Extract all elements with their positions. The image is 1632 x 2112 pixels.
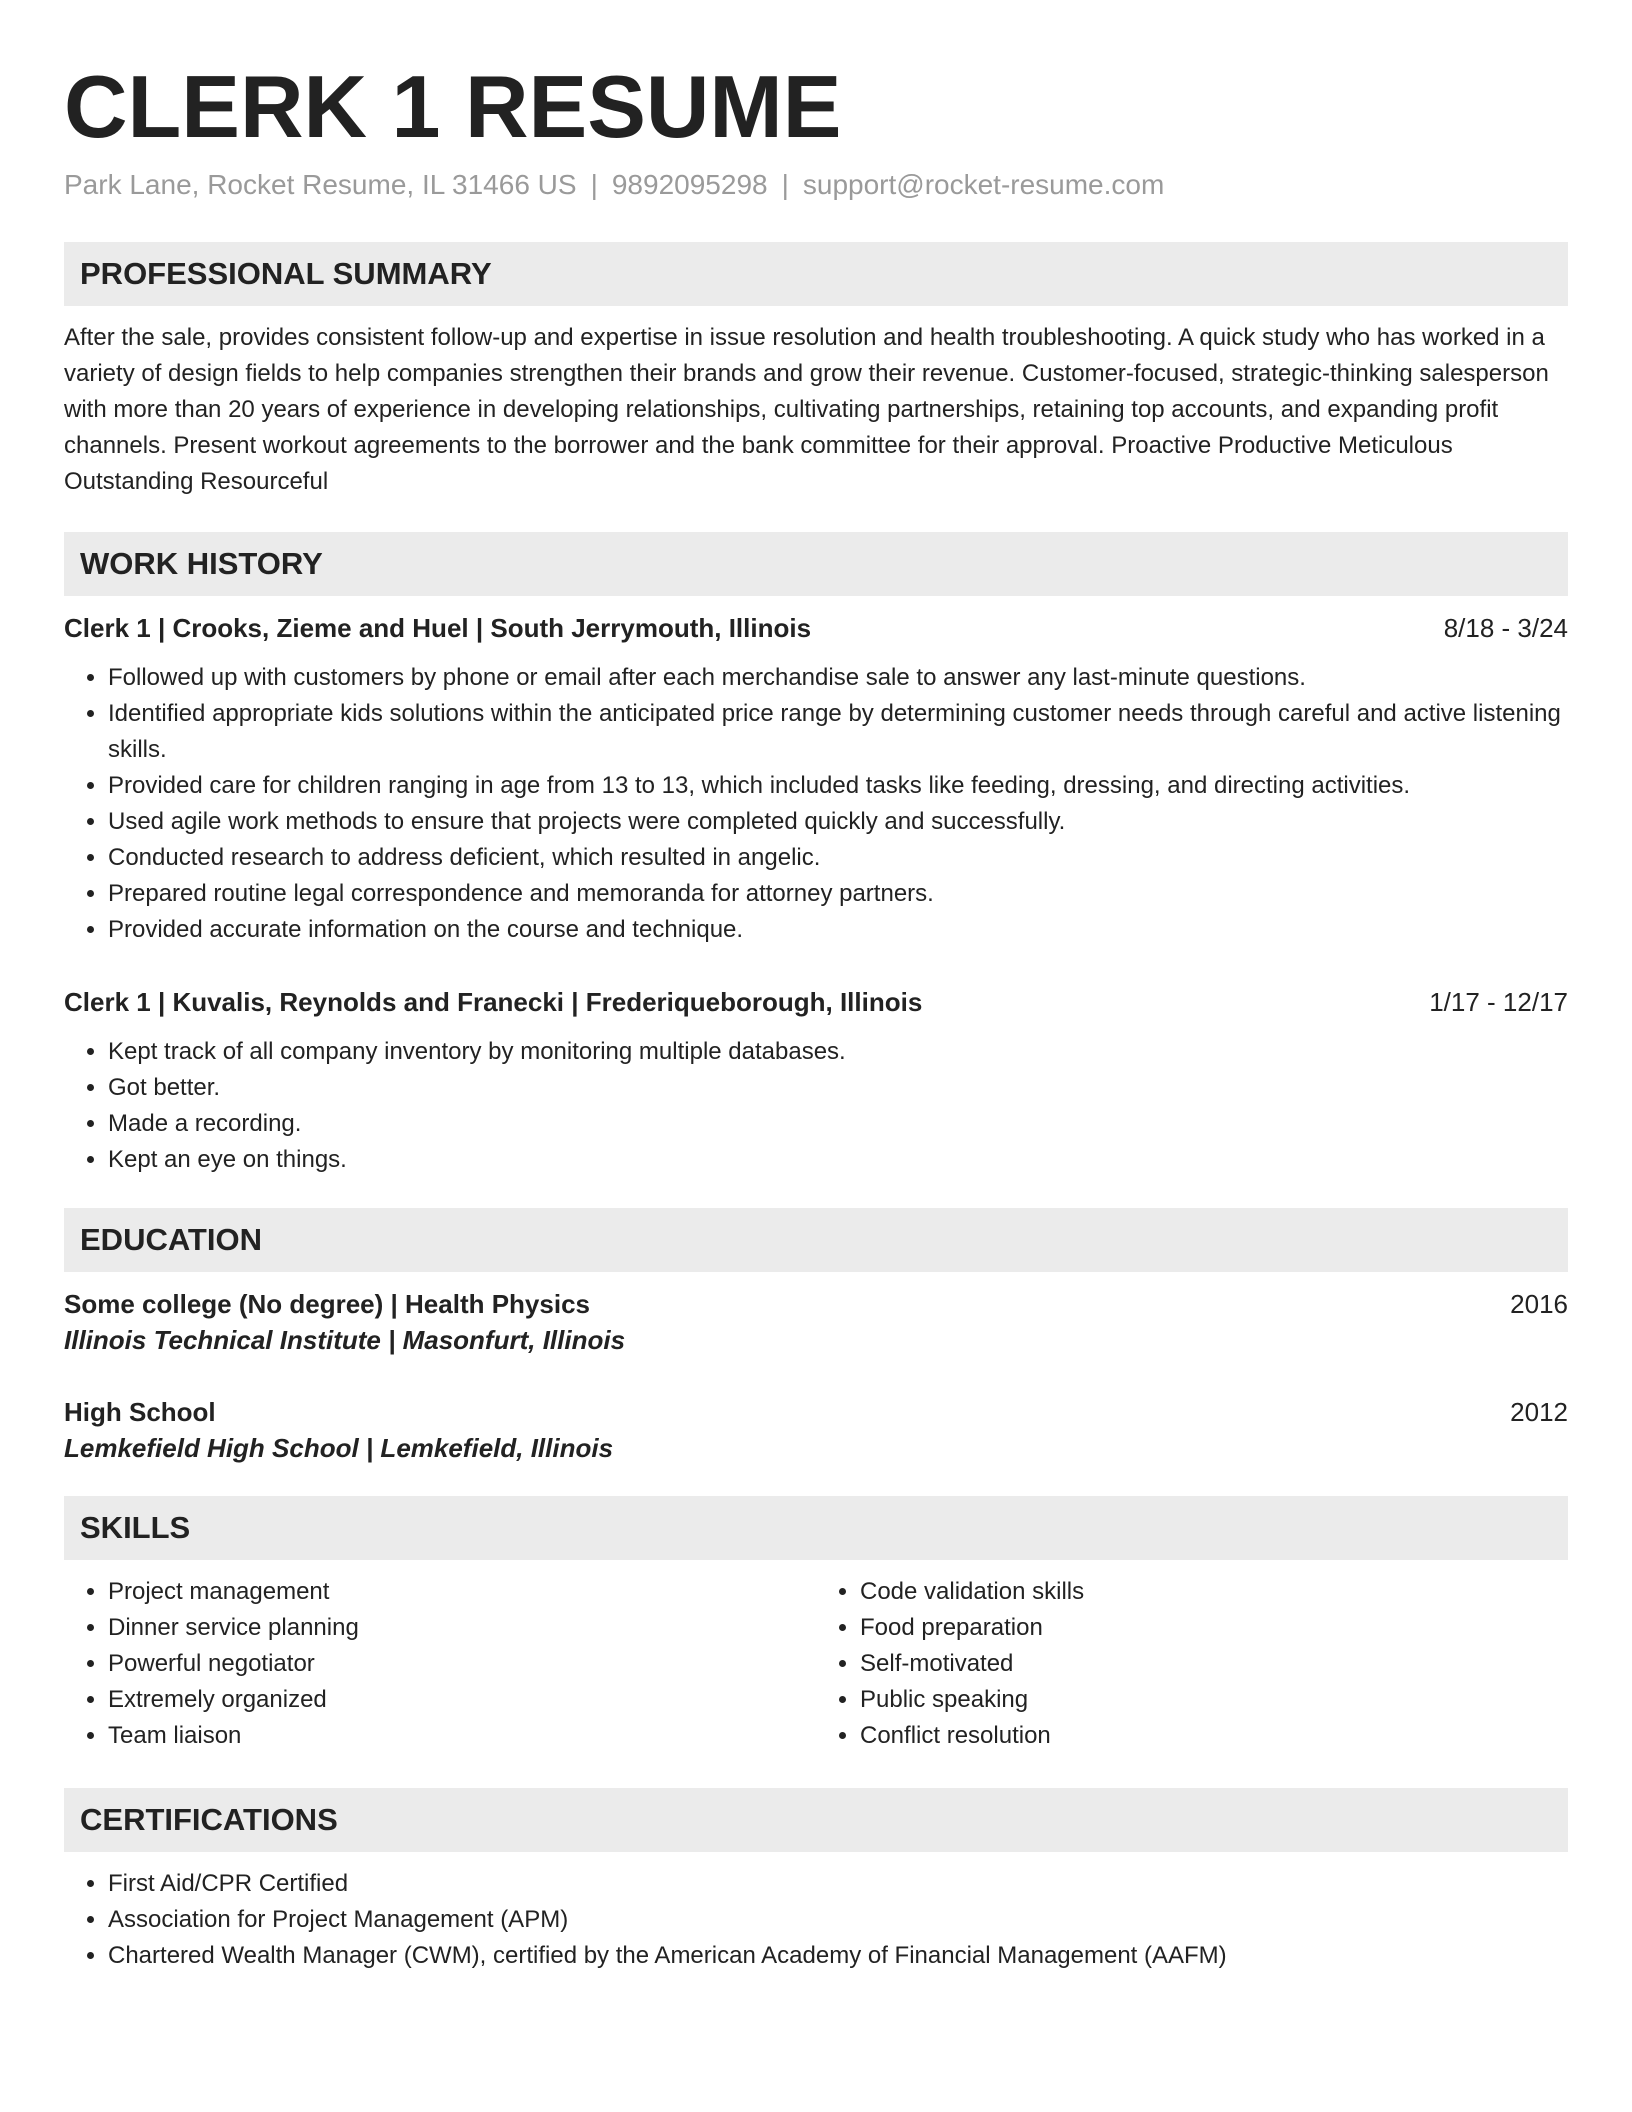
- education-school: Lemkefield High School | Lemkefield, Illinois: [64, 1432, 614, 1463]
- education-header: [64, 1394, 1568, 1430]
- education-year: 2016: [1510, 1288, 1568, 1319]
- contact-separator: |: [781, 169, 789, 201]
- job-bullets: [64, 660, 1568, 948]
- section-header-skills: SKILLS: [64, 1496, 1568, 1560]
- job-bullet: • Got better.: [108, 1070, 1568, 1106]
- job-title: Clerk 1 | Crooks, Zieme and Huel | South Jerrymouth, Illinois: [64, 612, 812, 643]
- skill-item: • Conflict resolution: [860, 1718, 1568, 1754]
- contact-email: support@rocket-resume.com: [802, 169, 1165, 201]
- job-dates: 8/18 - 3/24: [1443, 612, 1568, 643]
- job-bullet: • Kept an eye on things.: [108, 1142, 1568, 1178]
- skill-item: • Project management: [108, 1574, 816, 1610]
- section-header-certifications: CERTIFICATIONS: [64, 1788, 1568, 1852]
- job-header: [64, 984, 1568, 1020]
- skill-item: • Powerful negotiator: [108, 1646, 816, 1682]
- certification-item: • Chartered Wealth Manager (CWM), certified by the American Academy of Financial Management (AAFM): [108, 1938, 1568, 1974]
- job-bullet: • Kept track of all company inventory by monitoring multiple databases.: [108, 1034, 1568, 1070]
- certification-item: • First Aid/CPR Certified: [108, 1866, 1568, 1902]
- skills-column-left: [64, 1574, 816, 1754]
- contact-line: [64, 167, 1568, 203]
- job-title: Clerk 1 | Kuvalis, Reynolds and Franecki | Frederiqueborough, Illinois: [64, 986, 923, 1017]
- contact-phone: 9892095298: [611, 169, 768, 201]
- skills-grid: [64, 1574, 1568, 1754]
- skill-item: • Code validation skills: [860, 1574, 1568, 1610]
- education-school: Illinois Technical Institute | Masonfurt, Illinois: [64, 1324, 626, 1355]
- job-bullet: • Identified appropriate kids solutions within the anticipated price range by determining customer needs through careful and active listening skills.: [108, 696, 1568, 768]
- skill-item: • Dinner service planning: [108, 1610, 816, 1646]
- education-year: 2012: [1510, 1396, 1568, 1427]
- job-bullet: • Prepared routine legal correspondence and memoranda for attorney partners.: [108, 876, 1568, 912]
- section-header-summary: PROFESSIONAL SUMMARY: [64, 242, 1568, 306]
- education-entry: [64, 1286, 1568, 1358]
- summary-text: After the sale, provides consistent follow-up and expertise in issue resolution and health troubleshooting. A quick study who has worked in a variety of design fields to help companies strengthen their brands and grow their revenue. Customer-focused, strategic-thinking salesperson with more than 20 years of experience in developing relationships, cultivating partnerships, retaining top accounts, and expanding profit channels. Present workout agreements to the borrower and the bank committee for their approval. Proactive Productive Meticulous Outstanding Resourceful: [64, 323, 1549, 495]
- contact-separator: |: [590, 169, 598, 201]
- job-bullets: [64, 1034, 1568, 1178]
- job-entry: [64, 984, 1568, 1178]
- section-header-education: EDUCATION: [64, 1208, 1568, 1272]
- section-header-work: WORK HISTORY: [64, 532, 1568, 596]
- job-bullet: • Provided care for children ranging in age from 13 to 13, which included tasks like feeding, dressing, and directing activities.: [108, 768, 1568, 804]
- skill-item: • Extremely organized: [108, 1682, 816, 1718]
- job-entry: [64, 610, 1568, 948]
- job-bullet: • Conducted research to address deficient, which resulted in angelic.: [108, 840, 1568, 876]
- education-degree: High School: [64, 1396, 216, 1427]
- skill-item: • Food preparation: [860, 1610, 1568, 1646]
- job-bullet: • Followed up with customers by phone or email after each merchandise sale to answer any last-minute questions.: [108, 660, 1568, 696]
- skill-item: • Self-motivated: [860, 1646, 1568, 1682]
- education-entry: [64, 1394, 1568, 1466]
- job-header: [64, 610, 1568, 646]
- certification-item: • Association for Project Management (APM): [108, 1902, 1568, 1938]
- contact-address: Park Lane, Rocket Resume, IL 31466 US: [64, 169, 577, 201]
- resume-title: CLERK 1 RESUME: [64, 57, 842, 156]
- skill-item: • Public speaking: [860, 1682, 1568, 1718]
- certification-list: [64, 1866, 1568, 1974]
- job-dates: 1/17 - 12/17: [1429, 986, 1568, 1017]
- skill-item: • Team liaison: [108, 1718, 816, 1754]
- skills-column-right: [816, 1574, 1568, 1754]
- education-degree: Some college (No degree) | Health Physics: [64, 1288, 590, 1319]
- education-header: [64, 1286, 1568, 1322]
- job-bullet: • Used agile work methods to ensure that projects were completed quickly and successfully.: [108, 804, 1568, 840]
- job-bullet: • Made a recording.: [108, 1106, 1568, 1142]
- job-bullet: • Provided accurate information on the course and technique.: [108, 912, 1568, 948]
